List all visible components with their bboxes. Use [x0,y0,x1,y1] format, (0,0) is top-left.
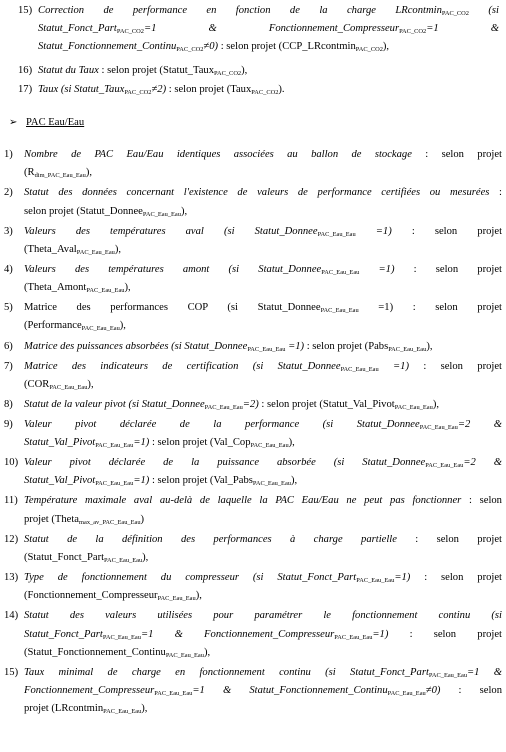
line-text: Type de fonctionnement du compresseur (si Statut_Fonct_Part [24,572,357,583]
line-text: Statut_Fonct_Part [38,23,117,34]
subscript-text: PAC_Eau_Eau [250,442,289,450]
line-text: : selon projet (CCP_LRcontmin [218,41,356,52]
line-text: (R [24,167,35,179]
subscript-text: PAC_Eau_Eau [334,633,373,641]
line-text: ) [140,513,145,525]
subscript-text: PAC_Eau_Eau [95,442,134,450]
item-line [24,551,148,564]
line-text: Statut_Val_Pivot [24,437,96,449]
line-text: Statut de la valeur pivot (si Statut_Donnee [24,398,205,410]
line-text: =1) [372,628,389,640]
line-text: : selon projet [409,360,502,372]
line-text: Valeurs des températures amont (si Statut_Donnee [24,263,322,275]
item-number: 17) [18,84,33,95]
line-text: ), [432,398,439,410]
line-text: Statut_Fonct_Part [24,628,103,640]
line-text: ), [141,703,148,715]
line-text: projet (Theta [24,513,80,525]
line-text: ), [291,475,298,487]
item-number: 14) [4,610,19,622]
item-line [24,628,502,641]
subscript-text: PAC_CO2 [441,10,469,17]
item-number: 3) [4,225,13,237]
line-text: ), [114,243,122,255]
line-text: =1) [133,475,150,487]
item-line [24,243,121,256]
item-line [38,22,499,35]
line-text: ), [124,282,131,294]
subscript-text: PAC_Eau_Eau [321,268,360,276]
line-text: =1 & Fonctionnement_Compresseur [143,23,400,34]
subscript-text: PAC_CO2 [355,46,383,53]
item-number: 4) [4,263,13,275]
item-line [24,589,202,602]
item-line [24,148,502,161]
line-text: Statut_Fonctionnement_Continu [38,41,177,52]
item-line [24,340,433,353]
line-text: =1) [133,437,150,449]
line-text: : selon projet [411,149,502,160]
subscript-text: PAC_Eau_Eau [157,595,196,603]
line-text: (Theta_Aval [24,243,77,255]
line-text: Matrice des indicateurs de certification (si Statut_Donnee [24,360,341,372]
item-number: 9) [4,418,13,430]
item-line [24,456,502,469]
line-text: : selon projet (Statut_Val_Pivot [258,398,395,410]
line-text: : selon projet (Val_Cop [149,437,251,449]
item-number: 7) [4,360,13,372]
line-text: ), [142,551,149,563]
line-text: (Performance [24,320,82,332]
subscript-text: PAC_Eau_Eau [320,307,359,315]
subscript-text: PAC_CO2 [176,46,204,53]
item-line [24,186,502,199]
line-text: ), [426,340,433,352]
line-text: =1) [355,225,392,237]
line-text: =1 & [426,23,499,34]
item-line [24,533,502,546]
subscript-text: PAC_Eau_Eau [394,403,433,411]
subscript-text: PAC_Eau_Eau [142,210,181,218]
item-number: 1) [4,149,13,160]
item-line [38,4,499,17]
line-text: Matrice des performances COP (si Statut_Donnee [24,302,321,314]
line-text: =1) [285,340,305,352]
line-text: ), [87,378,94,390]
line-text: =1) [378,360,409,372]
line-text: Valeur pivot déclarée de la puissance absorbée (si Statut_Donnee [24,457,426,469]
line-text: =1 & Statut_Fonctionnement_Continu [192,685,388,697]
line-text: Matrice des puissances absorbées (si Statut_Donnee [24,340,248,352]
item-line [38,40,389,53]
subscript-text: PAC_Eau_Eau [204,403,243,411]
item-line [24,281,131,294]
line-text: Statut de la définition des performances à charge partielle [24,533,397,545]
line-text: (si [469,5,499,16]
subscript-text: PAC_Eau_Eau [387,690,426,698]
item-number: 12) [4,533,19,545]
subscript-text: PAC_Eau_Eau [76,248,115,256]
line-text: Statut des données concernant l'existence de valeurs de performance certifiées ou mesurées [24,187,490,199]
line-text: ), [119,320,126,332]
subscript-text: PAC_Eau_Eau [102,633,141,641]
subscript-text: PAC_CO2 [124,89,152,96]
line-text: : selon projet (Pabs [304,340,389,352]
item-line [24,301,502,314]
line-text: : selon projet (Statut_Taux [98,65,215,76]
item-number: 16) [18,65,33,76]
item-line [38,83,285,96]
line-text: (Fonctionnement_Compresseur [24,590,158,602]
line-text: ). [278,84,285,95]
subscript-text: PAC_CO2 [214,70,242,77]
subscript-text: PAC_Eau_Eau [86,287,125,295]
line-text: Nombre de PAC Eau/Eau identiques associées au ballon de stockage [24,149,412,160]
subscript-text: PAC_Eau_Eau [425,462,464,470]
subscript-text: PAC_Eau_Eau [317,230,356,238]
line-text: Valeurs des températures aval (si Statut_Donnee [24,225,318,237]
item-line [24,205,187,218]
item-number: 10) [4,457,19,469]
item-line [24,360,502,373]
subscript-text: dim_PAC_Eau_Eau [34,172,86,180]
line-text: ), [382,41,390,52]
line-text: =1) [359,263,395,275]
item-line [24,646,210,659]
line-text: projet (LRcontmin [24,703,104,715]
item-line [24,319,126,332]
subscript-text: PAC_Eau_Eau [428,671,468,679]
subscript-text: PAC_CO2 [399,28,427,35]
line-text: (Theta_Amont [24,282,87,294]
subscript-text: max_av_PAC_Eau_Eau [79,518,141,526]
line-text: =1 & [467,666,502,678]
subscript-text: PAC_Eau_Eau [154,690,193,698]
subscript-text: PAC_CO2 [251,89,279,96]
item-line [38,64,247,77]
subscript-text: PAC_Eau_Eau [165,651,204,659]
section-title: PAC Eau/Eau [26,117,85,128]
line-text: (COR [24,378,50,390]
item-line [24,684,502,697]
item-line [24,494,502,507]
item-line [24,609,502,622]
line-text: : selon [461,495,502,507]
item-number: 6) [4,340,13,352]
item-number: 15) [4,666,19,678]
line-text: Température maximale aval au-delà de laquelle la PAC Eau/Eau ne peut pas fonctionner [24,495,462,507]
item-line [24,225,502,238]
item-line [24,436,295,449]
item-line [24,398,439,411]
item-line [24,513,144,526]
line-text: Statut_Val_Pivot [24,475,96,487]
line-text: =1) [394,572,411,583]
subscript-text: PAC_Eau_Eau [103,708,142,716]
line-text: ≠2) [151,84,167,95]
line-text: Valeur pivot déclarée de la performance (si Statut_Donnee [24,418,420,430]
item-number: 11) [4,495,18,507]
line-text: =1 & Fonctionnement_Compresseur [140,628,335,640]
line-text: (Statut_Fonct_Part [24,551,105,563]
line-text: =1) : selon projet [358,302,502,314]
subscript-text: PAC_Eau_Eau [95,480,134,488]
item-line [24,702,147,715]
line-text: ≠0) [425,685,441,697]
line-text: selon projet (Statut_Donnee [24,205,143,217]
subscript-text: PAC_Eau_Eau [104,556,143,564]
line-text: : selon projet [396,533,502,545]
line-text: : selon [440,685,502,697]
item-number: 2) [4,187,13,199]
subscript-text: PAC_Eau_Eau [81,325,120,333]
line-text: : selon projet [388,628,502,640]
item-line [24,166,92,179]
line-text: ), [85,167,93,179]
item-line [24,418,502,431]
line-text: =2 & [457,418,502,430]
item-line [24,263,502,276]
line-text: : selon projet [394,263,502,275]
line-text: ), [180,205,188,217]
line-text: ≠0) [203,41,219,52]
subscript-text: PAC_Eau_Eau [247,345,286,353]
subscript-text: PAC_Eau_Eau [419,423,458,431]
item-number: 8) [4,398,13,410]
line-text: : selon projet (Taux [166,84,252,95]
line-text: Fonctionnement_Compresseur [24,685,155,697]
subscript-text: PAC_Eau_Eau [388,345,427,353]
item-number: 5) [4,302,13,314]
subscript-text: PAC_Eau_Eau [356,577,395,584]
line-text: : selon projet (Val_Pabs [149,475,253,487]
line-text: ), [241,65,248,76]
item-line [24,474,297,487]
item-number: 13) [4,572,19,583]
line-text: : selon projet [391,225,502,237]
subscript-text: PAC_Eau_Eau [252,480,291,488]
line-text: ), [288,437,295,449]
line-text: ), [203,646,211,658]
line-text: =2) [242,398,259,410]
item-line [24,571,502,584]
item-line [24,378,94,391]
line-text: Taux minimal de charge en fonctionnement continu (si Statut_Fonct_Part [24,666,429,678]
item-line [24,666,502,679]
line-text: ), [195,590,202,602]
line-text: =2 & [463,457,502,469]
subscript-text: PAC_Eau_Eau [340,365,379,373]
subscript-text: PAC_CO2 [116,28,144,35]
line-text: Taux (si Statut_Taux [38,84,125,95]
line-text: Correction de performance en fonction de la charge LRcontmin [38,5,442,16]
line-text: Statut du Taux [38,65,99,76]
line-text: : [489,187,502,199]
section-heading [9,116,84,129]
line-text: Statut des valeurs utilisées pour paramétrer le fonctionnement continu (si [24,610,502,622]
arrow-bullet-icon: ➢ [9,117,18,128]
subscript-text: PAC_Eau_Eau [49,383,88,391]
line-text: : selon projet [410,572,502,583]
line-text: (Statut_Fonctionnement_Continu [24,646,166,658]
item-number: 15) [18,5,33,16]
